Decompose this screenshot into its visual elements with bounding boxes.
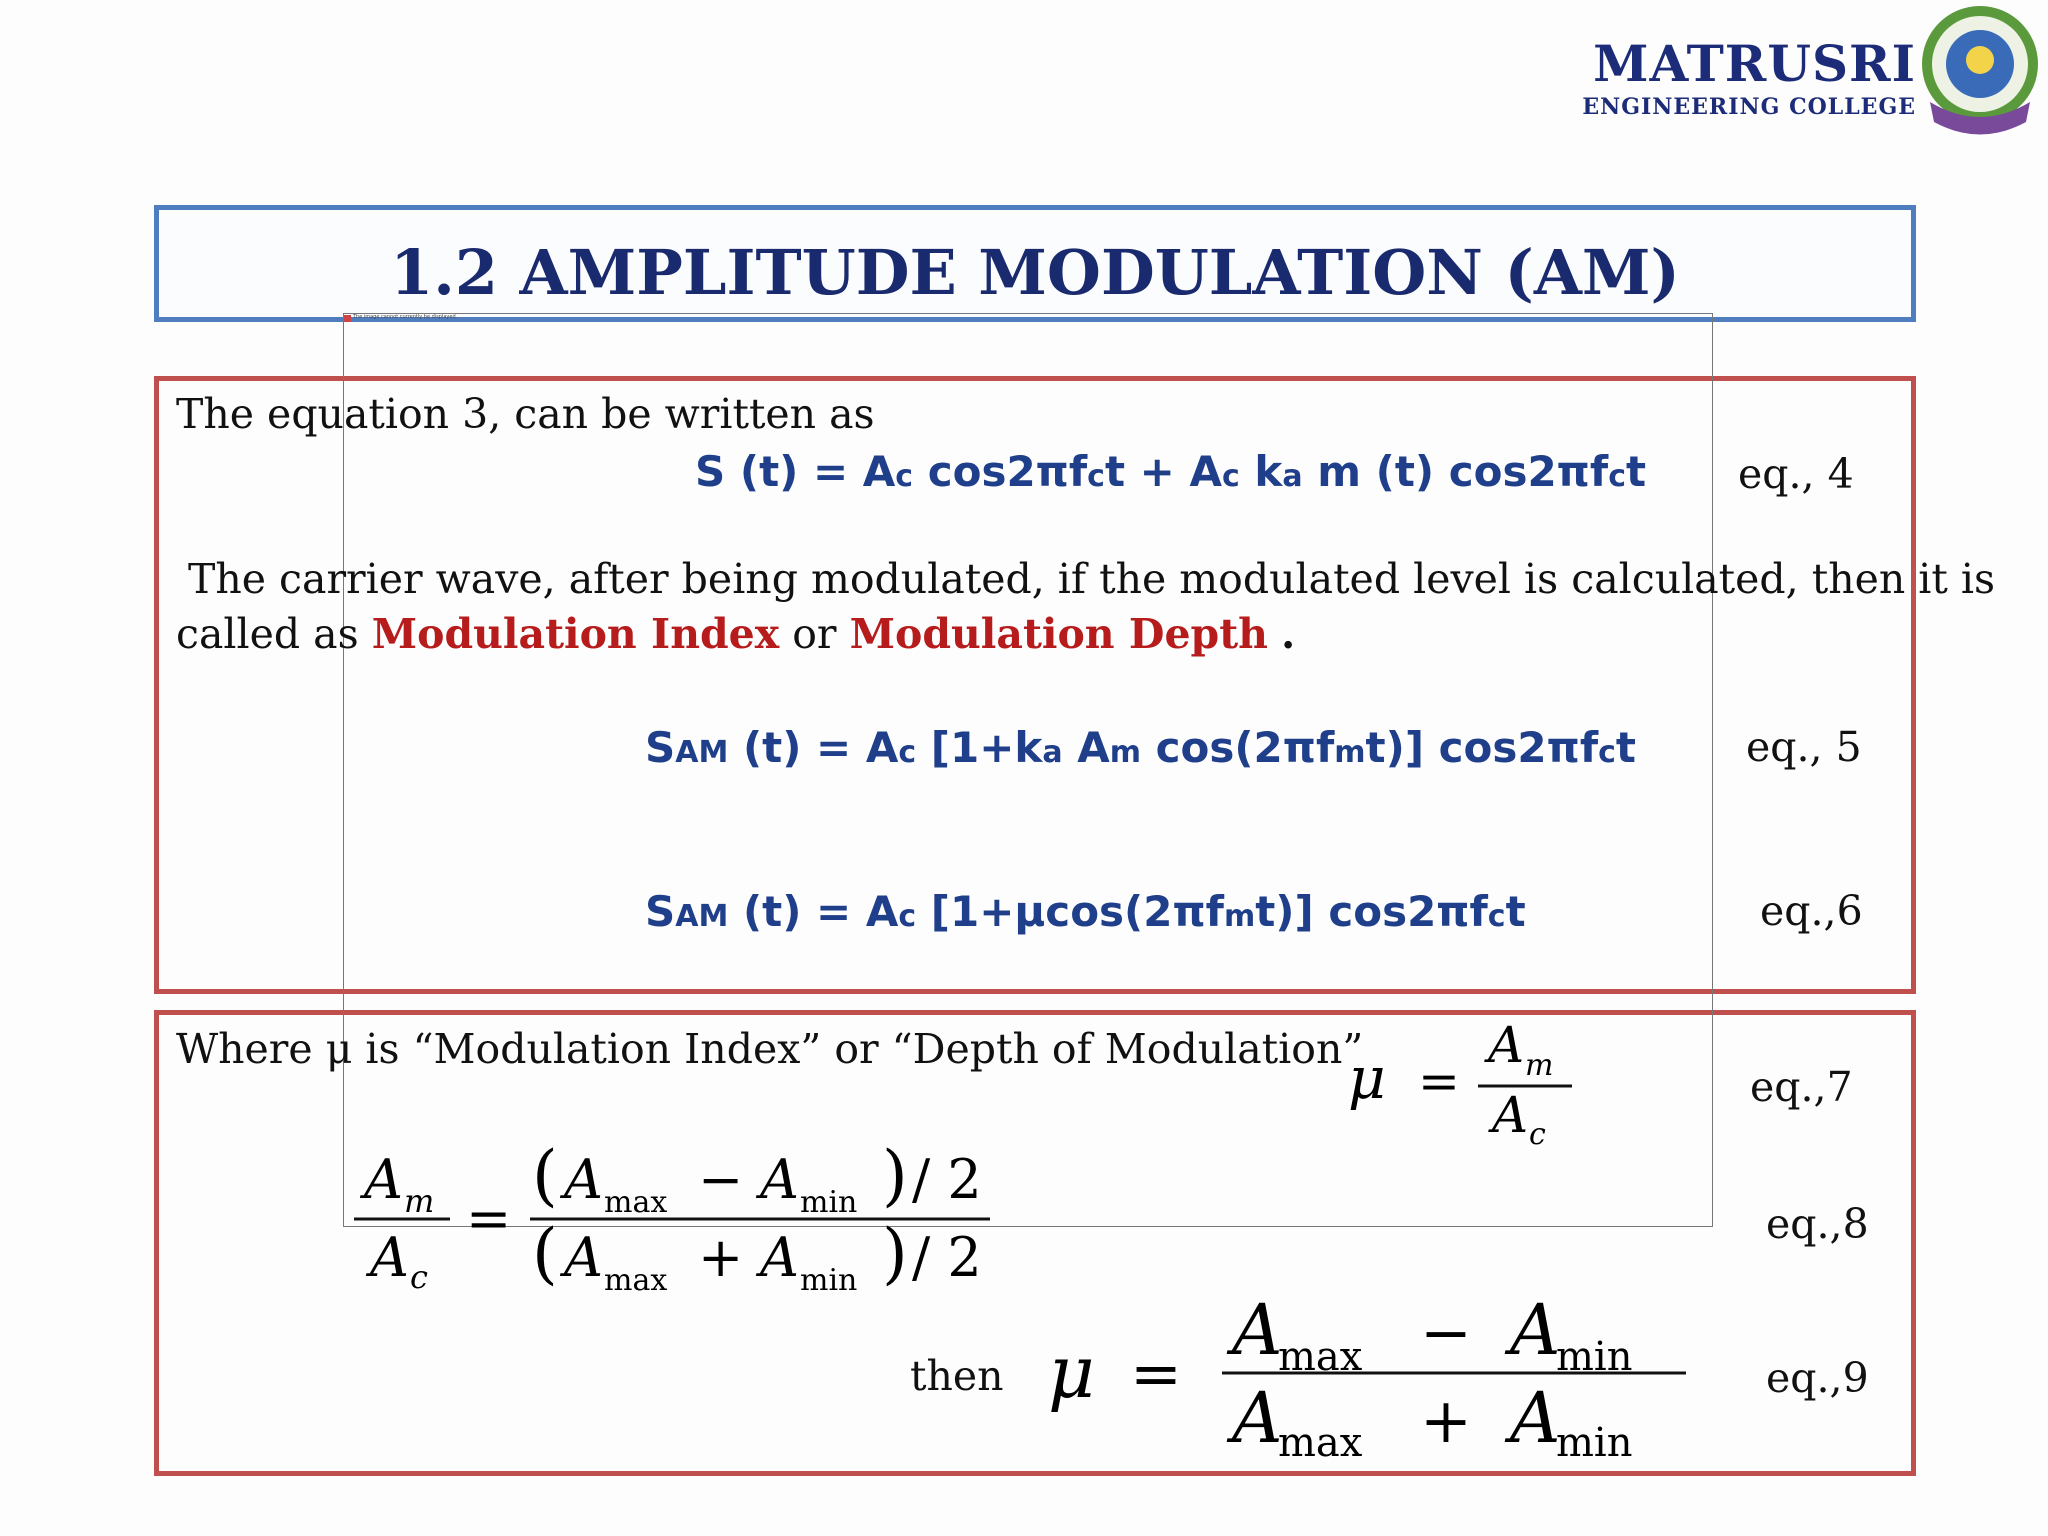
equation-5: SAM (t) = Ac [1+ka Am cos(2πfmt)] cos2πfct bbox=[645, 723, 1636, 772]
svg-text:A: A bbox=[564, 1148, 603, 1211]
svg-text:A: A bbox=[370, 1226, 409, 1289]
equation-9 bbox=[1040, 1290, 1700, 1460]
svg-text:A: A bbox=[1510, 1290, 1561, 1371]
svg-text:=: = bbox=[1130, 1337, 1182, 1410]
paragraph-line2: called as Modulation Index or Modulation Depth . bbox=[176, 610, 1296, 658]
college-subtitle: ENGINEERING COLLEGE bbox=[1582, 94, 1916, 120]
equation-4: S (t) = Ac cos2πfct + Ac ka m (t) cos2πfct bbox=[695, 447, 1647, 496]
svg-text:−: − bbox=[698, 1148, 744, 1211]
eq5-label: eq., 5 bbox=[1746, 723, 1862, 771]
intro-text: The equation 3, can be written as bbox=[176, 390, 875, 438]
svg-text:): ) bbox=[882, 1215, 908, 1292]
svg-text:A: A bbox=[1492, 1086, 1529, 1144]
svg-text:m: m bbox=[404, 1182, 435, 1220]
svg-text:=: = bbox=[466, 1187, 512, 1250]
svg-text:(: ( bbox=[532, 1140, 558, 1214]
eq8-label: eq.,8 bbox=[1766, 1200, 1869, 1248]
svg-text:μ: μ bbox=[1348, 1044, 1386, 1112]
broken-image-icon bbox=[344, 315, 351, 322]
svg-text:−: − bbox=[1420, 1296, 1472, 1369]
equation-8 bbox=[350, 1140, 1010, 1300]
eq6-label: eq.,6 bbox=[1760, 887, 1863, 935]
eq7-label: eq.,7 bbox=[1750, 1063, 1853, 1111]
svg-text:μ: μ bbox=[1048, 1330, 1095, 1414]
college-emblem-icon bbox=[1916, 2, 2044, 142]
svg-text:max: max bbox=[604, 1185, 668, 1220]
svg-text:max: max bbox=[604, 1263, 668, 1298]
slide-title: 1.2 AMPLITUDE MODULATION (AM) bbox=[390, 236, 1680, 309]
svg-text:A: A bbox=[1232, 1377, 1283, 1459]
svg-text:c: c bbox=[1529, 1117, 1546, 1150]
svg-text:min: min bbox=[1556, 1420, 1633, 1460]
term-modulation-index: Modulation Index bbox=[371, 610, 780, 658]
svg-text:=: = bbox=[1418, 1052, 1460, 1110]
svg-text:max: max bbox=[1278, 1420, 1363, 1460]
svg-text:A: A bbox=[1488, 1016, 1525, 1074]
svg-text:/ 2: / 2 bbox=[912, 1226, 982, 1289]
where-text: Where μ is “Modulation Index” or “Depth of Modulation” bbox=[176, 1025, 1364, 1073]
then-text: then bbox=[910, 1352, 1004, 1400]
svg-text:+: + bbox=[698, 1226, 744, 1289]
svg-text:c: c bbox=[410, 1258, 428, 1296]
svg-text:A: A bbox=[760, 1226, 799, 1289]
eq4-label: eq., 4 bbox=[1738, 450, 1854, 498]
term-modulation-depth: Modulation Depth bbox=[849, 610, 1268, 658]
svg-text:A: A bbox=[760, 1148, 799, 1211]
svg-text:min: min bbox=[800, 1185, 858, 1220]
college-name: MATRUSRI bbox=[1593, 34, 1916, 93]
svg-text:(: ( bbox=[532, 1215, 558, 1292]
svg-text:+: + bbox=[1420, 1384, 1472, 1457]
svg-text:min: min bbox=[800, 1263, 858, 1298]
svg-text:): ) bbox=[882, 1140, 908, 1214]
svg-text:A: A bbox=[564, 1226, 603, 1289]
equation-7 bbox=[1340, 1010, 1590, 1150]
svg-text:min: min bbox=[1556, 1334, 1633, 1380]
eq9-label: eq.,9 bbox=[1766, 1354, 1869, 1402]
missing-image-note: The image cannot currently be displayed. bbox=[353, 314, 458, 320]
svg-text:A: A bbox=[1232, 1290, 1283, 1371]
equation-6: SAM (t) = Ac [1+μcos(2πfmt)] cos2πfct bbox=[645, 887, 1526, 936]
svg-text:A: A bbox=[1510, 1377, 1561, 1459]
paragraph-line1: The carrier wave, after being modulated, if the modulated level is calculated, then it is bbox=[188, 555, 1996, 603]
svg-text:max: max bbox=[1278, 1334, 1363, 1380]
svg-text:A: A bbox=[364, 1148, 403, 1211]
svg-text:m: m bbox=[1525, 1048, 1554, 1083]
svg-text:/ 2: / 2 bbox=[912, 1148, 982, 1211]
